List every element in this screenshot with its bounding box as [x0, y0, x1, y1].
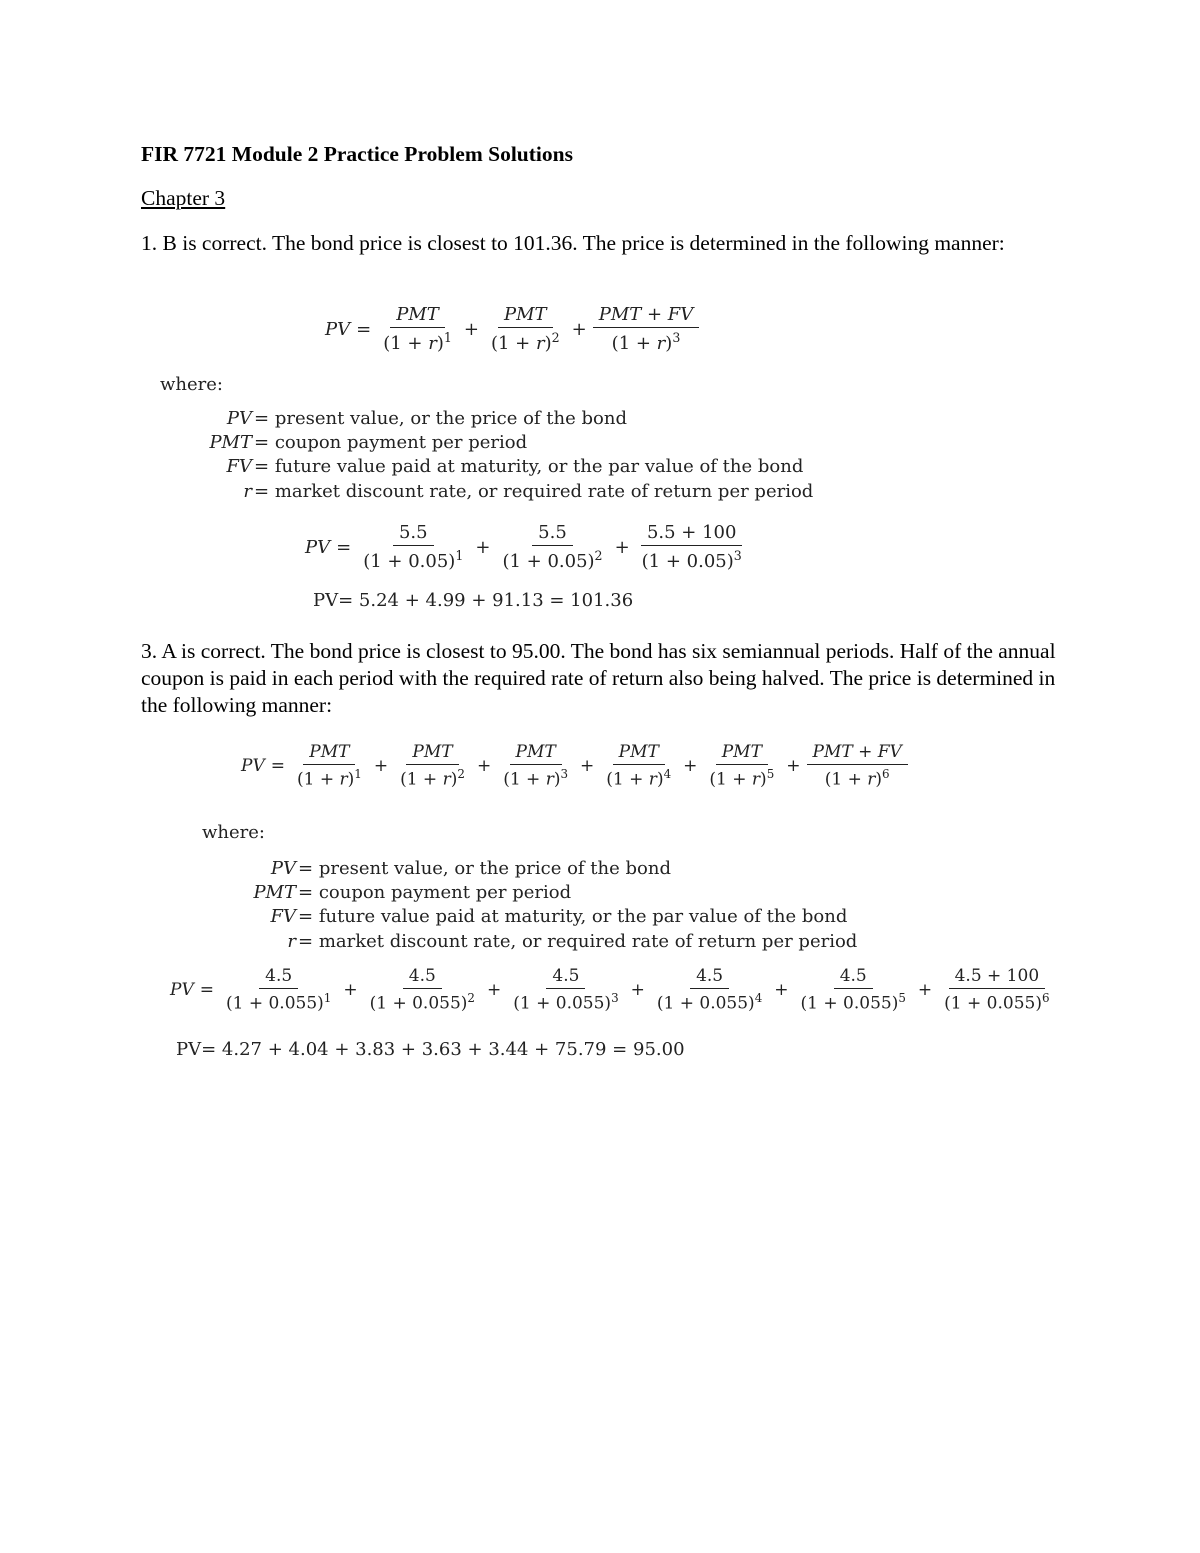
denominator-base: (1 + r): [383, 333, 444, 354]
denominator-base: (1 + r): [611, 333, 673, 354]
fraction-denominator: [795, 989, 912, 1014]
denominator-base: (1 + 0.055): [800, 993, 899, 1014]
fraction-term: [507, 966, 624, 1014]
fraction-numerator: 4.5: [690, 966, 729, 989]
exponent: 2: [457, 767, 465, 781]
fraction-denominator: [377, 328, 458, 354]
document-title: FIR 7721 Module 2 Practice Problem Solutions: [141, 142, 573, 166]
exponent: 5: [898, 991, 906, 1005]
fraction-term: [593, 304, 700, 354]
exponent: 4: [754, 991, 763, 1005]
problem-1-numeric-formula: [305, 522, 748, 572]
definition-text: coupon payment per period: [269, 432, 528, 453]
definition-equals: =: [298, 858, 314, 879]
denominator-base: (1 + 0.055): [656, 993, 755, 1014]
equals-sign: =: [199, 979, 214, 1000]
fraction-numerator: 4.5: [259, 966, 298, 989]
plus-sign: +: [373, 755, 389, 776]
fraction-term: [795, 966, 912, 1014]
fraction-term: [938, 966, 1055, 1014]
plus-sign: +: [571, 318, 587, 340]
denominator-base: (1 + 0.055): [369, 993, 468, 1014]
problem-3-text: 3. A is correct. The bond price is closest to 95.00. The bond has six semiannual periods. Half of the annual coupon is paid in each period with the required rate of return also being halved. The price is determined in the following manner:: [141, 639, 1056, 717]
fraction-numerator: PMT: [498, 304, 553, 328]
fraction-denominator: [485, 328, 566, 354]
fraction-term: [394, 742, 471, 790]
fraction-numerator: PMT + FV: [593, 304, 700, 328]
denominator-base: (1 + r): [824, 769, 883, 790]
fraction-term: [377, 304, 458, 354]
fraction-numerator: 5.5: [393, 522, 434, 546]
fraction-denominator: [291, 765, 368, 790]
fraction-term: [220, 966, 337, 1014]
definition-text: market discount rate, or required rate of return per period: [269, 481, 814, 502]
fraction-denominator: [220, 989, 337, 1014]
definition-symbol: FV: [226, 456, 252, 477]
exponent: 2: [594, 548, 603, 563]
definition-symbol: r: [287, 931, 296, 952]
definition-equals: =: [298, 906, 314, 927]
equals-sign: =: [336, 536, 352, 558]
fraction-numerator: PMT: [613, 742, 665, 765]
fraction-numerator: 4.5: [546, 966, 585, 989]
definition-symbol: r: [243, 481, 252, 502]
problem-3-where: where:: [202, 822, 265, 843]
fraction-numerator: 4.5: [403, 966, 442, 989]
fraction-term: [497, 742, 574, 790]
equals-sign: =: [270, 755, 285, 776]
fraction-denominator: [357, 546, 469, 572]
plus-sign: +: [683, 755, 698, 776]
plus-sign: +: [487, 979, 502, 1000]
denominator-base: (1 + 0.05): [363, 551, 456, 572]
definition-text: future value paid at maturity, or the par value of the bond: [313, 906, 848, 927]
plus-sign: +: [630, 979, 645, 1000]
plus-sign: +: [475, 536, 491, 558]
fraction-term: [364, 966, 481, 1014]
exponent: 3: [611, 991, 619, 1005]
plus-sign: +: [614, 536, 630, 558]
equation-lhs: PV: [325, 318, 351, 340]
fraction-term: [600, 742, 677, 790]
fraction-term: [357, 522, 469, 572]
exponent: 3: [672, 330, 681, 345]
definition-symbol: PV: [270, 858, 296, 879]
definition-equals: =: [298, 931, 314, 952]
definition-symbol: PMT: [253, 882, 296, 903]
fraction-numerator: PMT: [303, 742, 355, 765]
fraction-term: [651, 966, 768, 1014]
definition-symbol: PMT: [209, 432, 252, 453]
plus-sign: +: [580, 755, 595, 776]
exponent: 3: [733, 548, 742, 563]
exponent: 2: [551, 330, 560, 345]
fraction-denominator: [507, 989, 624, 1014]
fraction-denominator: [636, 546, 748, 572]
fraction-term: [636, 522, 748, 572]
fraction-numerator: 5.5 + 100: [641, 522, 743, 546]
fraction-term: [807, 742, 908, 790]
exponent: 1: [455, 548, 464, 563]
definition-text: present value, or the price of the bond: [269, 408, 627, 429]
problem-3-numeric-formula: [170, 966, 1056, 1014]
fraction-denominator: [600, 765, 677, 790]
fraction-numerator: PMT: [406, 742, 458, 765]
exponent: 1: [323, 991, 332, 1005]
definition-equals: =: [254, 456, 270, 477]
definition-equals: =: [298, 882, 314, 903]
chapter-heading: Chapter 3: [141, 186, 226, 210]
definition-text: present value, or the price of the bond: [313, 858, 671, 879]
exponent: 5: [766, 767, 775, 781]
definition-symbol: FV: [270, 906, 296, 927]
denominator-base: (1 + r): [490, 333, 552, 354]
fraction-denominator: [394, 765, 471, 790]
plus-sign: +: [917, 979, 933, 1000]
problem-1-result: PV= 5.24 + 4.99 + 91.13 = 101.36: [313, 590, 634, 611]
problem-3-result: PV= 4.27 + 4.04 + 3.83 + 3.63 + 3.44 + 75.79 = 95.00: [176, 1039, 685, 1060]
fraction-numerator: 4.5 + 100: [949, 966, 1046, 989]
exponent: 4: [663, 767, 672, 781]
equation-lhs: PV: [305, 536, 331, 558]
exponent: 3: [560, 767, 569, 781]
denominator-base: (1 + r): [503, 769, 561, 790]
denominator-base: (1 + r): [296, 769, 355, 790]
equation-lhs: PV: [170, 979, 194, 1000]
fraction-denominator: [938, 989, 1055, 1014]
denominator-base: (1 + r): [709, 769, 767, 790]
definition-equals: =: [254, 481, 270, 502]
fraction-term: [485, 304, 566, 354]
fraction-denominator: [651, 989, 768, 1014]
fraction-term: [496, 522, 608, 572]
exponent: 6: [882, 767, 890, 781]
equation-lhs: PV: [241, 755, 265, 776]
fraction-denominator: [496, 546, 608, 572]
fraction-numerator: 5.5: [532, 522, 573, 546]
exponent: 1: [443, 330, 452, 345]
denominator-base: (1 + 0.055): [225, 993, 324, 1014]
fraction-numerator: PMT + FV: [807, 742, 908, 765]
exponent: 2: [467, 991, 475, 1005]
fraction-numerator: PMT: [390, 304, 445, 328]
fraction-numerator: PMT: [510, 742, 562, 765]
exponent: 6: [1041, 991, 1050, 1005]
problem-3-formula: [241, 742, 908, 790]
equals-sign: =: [356, 318, 372, 340]
definition-text: coupon payment per period: [313, 882, 572, 903]
denominator-base: (1 + 0.05): [641, 551, 734, 572]
fraction-denominator: [703, 765, 780, 790]
denominator-base: (1 + 0.055): [513, 993, 612, 1014]
fraction-denominator: [497, 765, 574, 790]
denominator-base: (1 + 0.05): [502, 551, 595, 572]
plus-sign: +: [774, 979, 789, 1000]
problem-1-text: 1. B is correct. The bond price is closest to 101.36. The price is determined in the following manner:: [141, 231, 1005, 255]
problem-1-where: where:: [160, 374, 223, 395]
plus-sign: +: [343, 979, 358, 1000]
fraction-denominator: [606, 328, 687, 354]
fraction-denominator: [819, 765, 896, 790]
definition-equals: =: [254, 408, 270, 429]
denominator-base: (1 + r): [400, 769, 458, 790]
problem-1-formula: [325, 304, 699, 354]
definition-symbol: PV: [226, 408, 252, 429]
exponent: 1: [354, 767, 362, 781]
fraction-denominator: [364, 989, 481, 1014]
plus-sign: +: [786, 755, 801, 776]
definition-equals: =: [254, 432, 270, 453]
definition-text: market discount rate, or required rate of return per period: [313, 931, 858, 952]
fraction-numerator: 4.5: [834, 966, 873, 989]
fraction-term: [703, 742, 780, 790]
fraction-numerator: PMT: [716, 742, 768, 765]
plus-sign: +: [463, 318, 479, 340]
plus-sign: +: [476, 755, 492, 776]
definition-text: future value paid at maturity, or the par value of the bond: [269, 456, 804, 477]
fraction-term: [291, 742, 368, 790]
denominator-base: (1 + 0.055): [944, 993, 1042, 1014]
denominator-base: (1 + r): [606, 769, 664, 790]
